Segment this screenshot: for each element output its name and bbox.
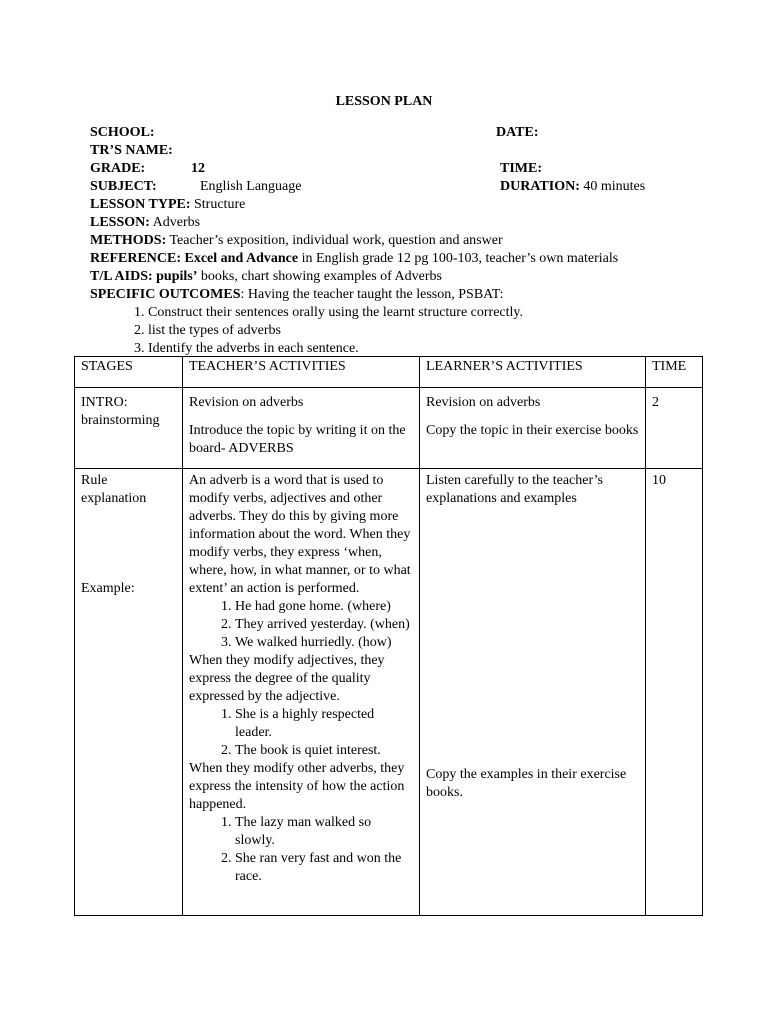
lesson-type-value: Structure	[190, 197, 246, 212]
outcomes-label: SPECIFIC OUTCOMES	[90, 287, 241, 302]
teacher-name-label: TR’S NAME:	[90, 143, 173, 158]
grade-value: 12	[191, 161, 205, 176]
outcome-item: 2. list the types of adverbs	[134, 323, 281, 338]
rule-stage-text: Rule explanation	[81, 473, 147, 506]
lesson-activities-table	[74, 356, 703, 916]
header-time: TIME	[646, 357, 703, 388]
table-header-row	[75, 357, 703, 388]
rule-stage	[75, 469, 183, 916]
reference-label: REFERENCE: Excel and Advance	[90, 251, 299, 266]
methods-row	[90, 232, 710, 250]
school-row	[90, 124, 710, 142]
subject-value: English Language	[200, 179, 302, 194]
rule-definition: An adverb is a word that is used to modify verbs, adjectives and other adverbs. They do this by giving more information about the word. When they modify verbs, they express ‘when, where, how, in what manner, or to what extent’ an action is performed.	[189, 473, 411, 596]
table-row-rule	[75, 469, 703, 916]
subject-row	[90, 178, 710, 196]
list-item: 2. The book is quiet interest.	[235, 742, 413, 760]
grade-label: GRADE:	[90, 161, 146, 176]
lesson-header	[90, 124, 710, 358]
duration-label: DURATION:	[500, 179, 580, 194]
rule-teacher	[183, 469, 420, 916]
list-item: 3. We walked hurriedly. (how)	[235, 634, 413, 652]
list-item: 1. The lazy man walked so slowly.	[235, 814, 413, 850]
outcomes-row	[90, 286, 710, 304]
rule-learner-copy: Copy the examples in their exercise books.	[426, 767, 627, 800]
verb-examples	[189, 598, 413, 652]
date-label: DATE:	[496, 125, 539, 140]
page-title: LESSON PLAN	[335, 94, 433, 109]
methods-label: METHODS:	[90, 233, 167, 248]
intro-stage	[75, 388, 183, 469]
adverb-rule: When they modify other adverbs, they express the intensity of how the action happened.	[189, 761, 405, 812]
intro-learner-copy: Copy the topic in their exercise books	[426, 423, 639, 438]
lesson-type-label: LESSON TYPE:	[90, 197, 191, 212]
rule-time	[646, 469, 703, 916]
intro-learner-revision: Revision on adverbs	[426, 395, 541, 410]
list-item: 2. They arrived yesterday. (when)	[235, 616, 413, 634]
methods-value: Teacher’s exposition, individual work, question and answer	[166, 233, 503, 248]
outcomes-value: : Having the teacher taught the lesson, PSBAT:	[240, 287, 504, 302]
table-row-intro	[75, 388, 703, 469]
adjective-examples	[189, 706, 413, 760]
reference-value: in English grade 12 pg 100-103, teacher’s own materials	[298, 251, 619, 266]
outcome-item: 3. Identify the adverbs in each sentence.	[134, 341, 359, 356]
intro-learner	[420, 388, 646, 469]
tl-aids-row	[90, 268, 710, 286]
rule-learner-listen: Listen carefully to the teacher’s explanations and examples	[426, 473, 603, 506]
reference-row	[90, 250, 710, 268]
outcome-item: 1. Construct their sentences orally using the learnt structure correctly.	[134, 305, 524, 320]
header-teacher-activities: TEACHER’S ACTIVITIES	[183, 357, 420, 388]
intro-stage-text: INTRO: brainstorming	[81, 395, 160, 428]
list-item: 1. She is a highly respected leader.	[235, 706, 413, 742]
header-learner-activities: LEARNER’S ACTIVITIES	[420, 357, 646, 388]
tl-aids-label: T/L AIDS: pupils’	[90, 269, 198, 284]
grade-row	[90, 160, 710, 178]
duration-value: 40 minutes	[579, 179, 646, 194]
intro-teacher-topic: Introduce the topic by writing it on the board- ADVERBS	[189, 423, 406, 456]
school-label: SCHOOL:	[90, 125, 155, 140]
intro-teacher	[183, 388, 420, 469]
outcomes-list	[90, 304, 710, 358]
lesson-type-row	[90, 196, 710, 214]
intro-teacher-revision: Revision on adverbs	[189, 395, 304, 410]
header-stages: STAGES	[75, 357, 183, 388]
rule-time-value: 10	[652, 473, 666, 488]
adjective-rule: When they modify adjectives, they express the degree of the quality expressed by the adjective.	[189, 653, 385, 704]
subject-label: SUBJECT:	[90, 179, 157, 194]
lesson-value: Adverbs	[149, 215, 201, 230]
time-label: TIME:	[500, 161, 542, 176]
intro-time-value: 2	[652, 395, 659, 410]
list-item: 2. She ran very fast and won the race.	[235, 850, 413, 886]
intro-time	[646, 388, 703, 469]
rule-learner	[420, 469, 646, 916]
teacher-name-row	[90, 142, 710, 160]
list-item: 1. He had gone home. (where)	[235, 598, 413, 616]
tl-aids-value: books, chart showing examples of Adverbs	[197, 269, 442, 284]
lesson-row	[90, 214, 710, 232]
adverb-examples	[189, 814, 413, 886]
rule-stage-example: Example:	[81, 581, 135, 596]
lesson-label: LESSON:	[90, 215, 150, 230]
